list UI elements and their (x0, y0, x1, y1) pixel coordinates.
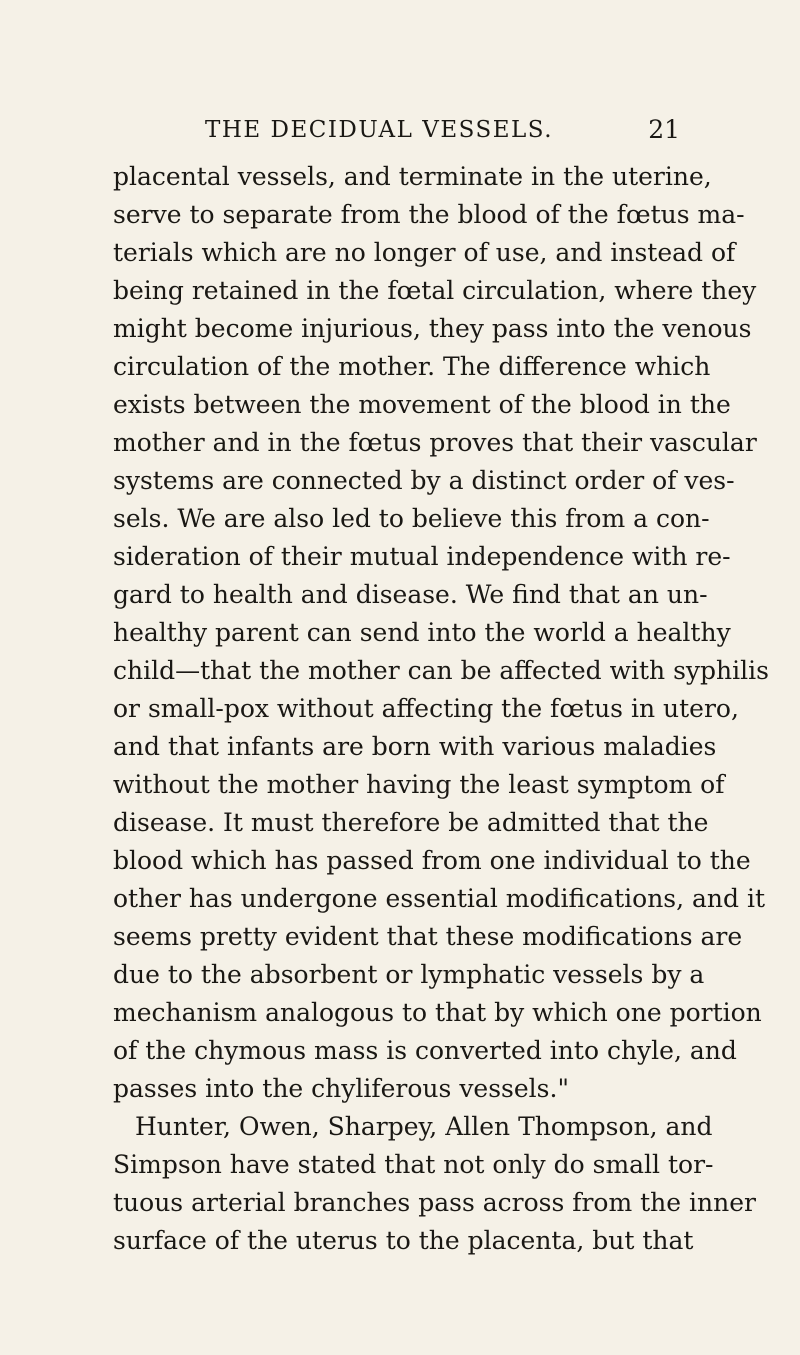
text-line: seems pretty evident that these modifications are (113, 922, 743, 951)
text-line: systems are connected by a distinct order of ves- (113, 466, 735, 495)
text-line: blood which has passed from one individual to the (113, 846, 751, 875)
text-line: passes into the chyliferous vessels." (113, 1074, 569, 1103)
text-line: gard to health and disease. We find that an un- (113, 580, 708, 609)
text-line: mechanism analogous to that by which one portion (113, 998, 762, 1027)
text-line: child—that the mother can be affected with syphilis (113, 656, 769, 685)
text-line: circulation of the mother. The difference which (113, 352, 711, 381)
text-line: serve to separate from the blood of the fœtus ma- (113, 200, 745, 229)
text-line: might become injurious, they pass into the venous (113, 314, 752, 343)
text-line: or small-pox without affecting the fœtus in utero, (113, 694, 739, 723)
text-line: of the chymous mass is converted into chyle, and (113, 1036, 737, 1065)
text-line: exists between the movement of the blood in the (113, 390, 731, 419)
text-line: healthy parent can send into the world a healthy (113, 618, 731, 647)
text-line: other has undergone essential modifications, and it (113, 884, 766, 913)
text-line: being retained in the fœtal circulation, where they (113, 276, 757, 305)
text-line: due to the absorbent or lymphatic vessels by a (113, 960, 705, 989)
running-header (0, 110, 800, 150)
text-line: Hunter, Owen, Sharpey, Allen Thompson, and (135, 1112, 713, 1141)
running-title: THE DECIDUAL VESSELS. (205, 117, 554, 143)
text-line: surface of the uterus to the placenta, but that (113, 1226, 694, 1255)
text-line: sels. We are also led to believe this from a con- (113, 504, 710, 533)
text-line: without the mother having the least symptom of (113, 770, 725, 799)
text-line: placental vessels, and terminate in the uterine, (113, 162, 712, 191)
text-line: mother and in the fœtus proves that their vascular (113, 428, 757, 457)
text-line: sideration of their mutual independence with re- (113, 542, 731, 571)
text-line: tuous arterial branches pass across from the inner (113, 1188, 756, 1217)
page-number: 21 (648, 115, 680, 144)
text-line: Simpson have stated that not only do small tor- (113, 1150, 714, 1179)
text-line: and that infants are born with various maladies (113, 732, 717, 761)
text-line: disease. It must therefore be admitted that the (113, 808, 709, 837)
text-line: terials which are no longer of use, and instead of (113, 238, 736, 267)
